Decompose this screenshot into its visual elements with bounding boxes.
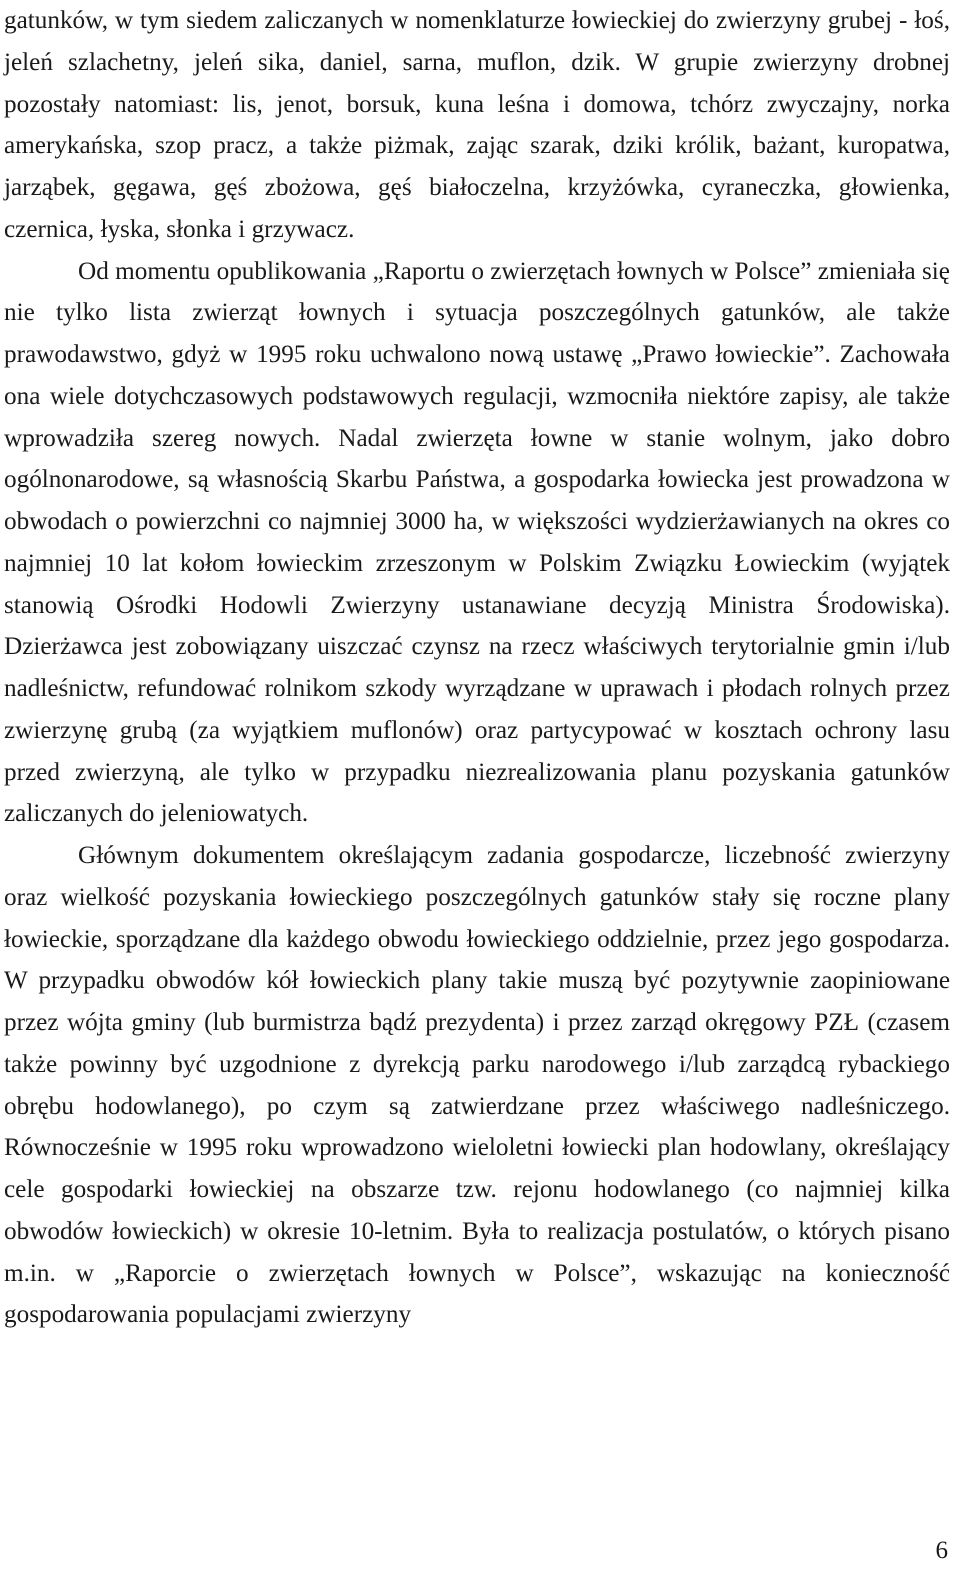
- paragraph-continuation: gatunków, w tym siedem zaliczanych w nomenklaturze łowieckiej do zwierzyny grubej - łoś, jeleń szlachetny, jeleń sika, daniel, sarna, muflon, dzik. W grupie zwierzyny drobnej pozostały natomiast: lis, jenot, borsuk, kuna leśna i domowa, tchórz zwyczajny, norka amerykańska, szop pracz, a także piżmak, zając szarak, dziki królik, bażant, kuropatwa, jarząbek, gęgawa, gęś zbożowa, gęś białoczelna, krzyżówka, cyraneczka, głowienka, czernica, łyska, słonka i grzywacz.: [4, 7, 950, 243]
- document-page: [4, 0, 950, 1336]
- paragraph-hunting-plans: Głównym dokumentem określającym zadania gospodarcze, liczebność zwierzyny oraz wielkość pozyskania łowieckiego poszczególnych gatunków stały się roczne plany łowieckie, sporządzane dla każdego obwodu łowieckiego oddzielnie, przez jego gospodarza. W przypadku obwodów kół łowieckich plany takie muszą być pozytywnie zaopiniowane przez wójta gminy (lub burmistrza bądź prezydenta) i przez zarząd okręgowy PZŁ (czasem także powinny być uzgodnione z dyrekcją parku narodowego i/lub zarządcą rybackiego obrębu hodowlanego), po czym są zatwierdzane przez właściwego nadleśniczego. Równocześnie w 1995 roku wprowadzono wieloletni łowiecki plan hodowlany, określający cele gospodarki łowieckiej na obszarze tzw. rejonu hodowlanego (co najmniej kilka obwodów łowieckich) w okresie 10-letnim. Była to realizacja postulatów, o których pisano m.in. w „Raporcie o zwierzętach łownych w Polsce”, wskazując na konieczność gospodarowania populacjami zwierzyny: [4, 842, 950, 1329]
- paragraph-legislation: Od momentu opublikowania „Raportu o zwierzętach łownych w Polsce” zmieniała się nie tylko lista zwierząt łownych i sytuacja poszczególnych gatunków, ale także prawodawstwo, gdyż w 1995 roku uchwalono nową ustawę „Prawo łowieckie”. Zachowała ona wiele dotychczasowych podstawowych regulacji, wzmocniła niektóre zapisy, ale także wprowadziła szereg nowych. Nadal zwierzęta łowne w stanie wolnym, jako dobro ogólnonarodowe, są własnością Skarbu Państwa, a gospodarka łowiecka jest prowadzona w obwodach o powierzchni co najmniej 3000 ha, w większości wydzierżawianych na okres co najmniej 10 lat kołom łowieckim zrzeszonym w Polskim Związku Łowieckim (wyjątek stanowią Ośrodki Hodowli Zwierzyny ustanawiane decyzją Ministra Środowiska). Dzierżawca jest zobowiązany uiszczać czynsz na rzecz właściwych terytorialnie gmin i/lub nadleśnictw, refundować rolnikom szkody wyrządzane w uprawach i płodach rolnych przez zwierzynę grubą (za wyjątkiem muflonów) oraz partycypować w kosztach ochrony lasu przed zwierzyną, ale tylko w przypadku niezrealizowania planu pozyskania gatunków zaliczanych do jeleniowatych.: [4, 257, 950, 828]
- page-number: 6: [935, 1537, 948, 1564]
